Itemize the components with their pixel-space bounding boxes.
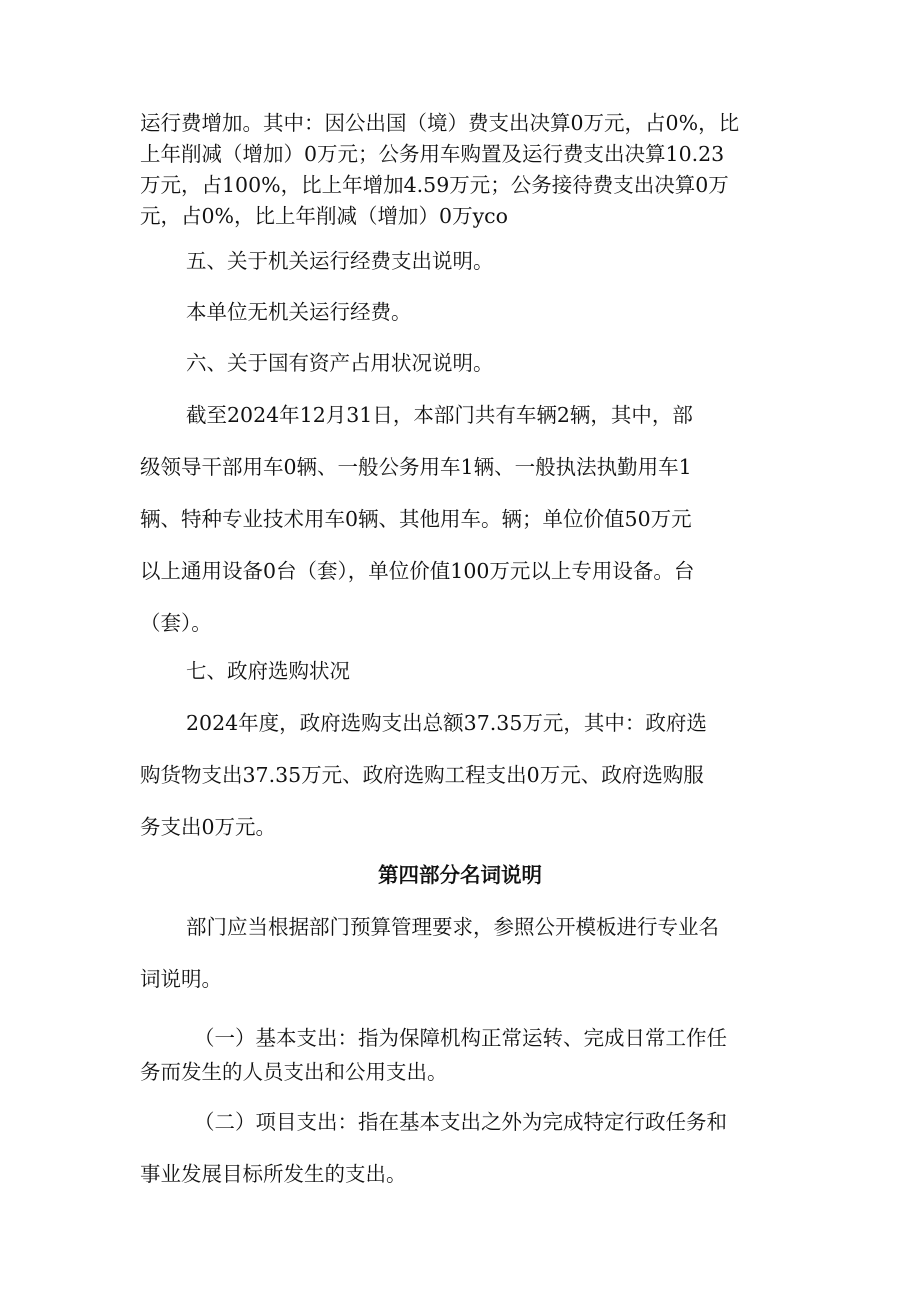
text-line: 词说明。 bbox=[140, 967, 222, 991]
section-heading-7: 七、政府选购状况 bbox=[186, 659, 350, 683]
text-line: 以上通用设备0台（套），单位价值100万元以上专用设备。台 bbox=[140, 559, 695, 583]
text-line: 万元，占100%，比上年增加4.59万元；公务接待费支出决算0万 bbox=[140, 173, 729, 197]
text-line: 2024年度，政府选购支出总额37.35万元，其中：政府选 bbox=[186, 711, 707, 735]
text-line: 购货物支出37.35万元、政府选购工程支出0万元、政府选购服 bbox=[140, 763, 704, 787]
definition-basic-expenditure bbox=[140, 1021, 780, 1089]
section-6-body bbox=[140, 389, 780, 649]
text-line: （二）项目支出：指在基本支出之外为完成特定行政任务和 bbox=[194, 1110, 727, 1134]
paragraph-three-public-expenses bbox=[140, 108, 780, 232]
text-line: （一）基本支出：指为保障机构正常运转、完成日常工作任 bbox=[194, 1026, 727, 1050]
text-line: 上年削减（增加）0万元；公务用车购置及运行费支出决算10.23 bbox=[140, 142, 725, 166]
section-heading-5: 五、关于机关运行经费支出说明。 bbox=[186, 249, 494, 273]
text-line: 元，占0%，比上年削减（增加）0万yco bbox=[140, 204, 508, 228]
text-line: 级领导干部用车0辆、一般公务用车1辆、一般执法执勤用车1 bbox=[140, 455, 692, 479]
text-line: 事业发展目标所发生的支出。 bbox=[140, 1162, 407, 1186]
text-line: 截至2024年12月31日，本部门共有车辆2辆，其中，部 bbox=[186, 403, 693, 427]
section-5-body: 本单位无机关运行经费。 bbox=[186, 300, 412, 324]
text-line: （套）。 bbox=[140, 611, 212, 635]
section-7-body bbox=[140, 697, 780, 853]
text-line: 运行费增加。其中：因公出国（境）费支出决算0万元，占0%，比 bbox=[140, 111, 740, 135]
section-heading-6: 六、关于国有资产占用状况说明。 bbox=[186, 351, 494, 375]
definition-project-expenditure bbox=[140, 1096, 780, 1200]
part-4-title: 第四部分名词说明 bbox=[378, 863, 542, 887]
part-4-intro bbox=[140, 901, 780, 1005]
text-line: 务支出0万元。 bbox=[140, 815, 277, 839]
text-line: 务而发生的人员支出和公用支出。 bbox=[140, 1060, 448, 1084]
text-line: 部门应当根据部门预算管理要求，参照公开模板进行专业名 bbox=[186, 915, 719, 939]
text-line: 辆、特种专业技术用车0辆、其他用车。辆；单位价值50万元 bbox=[140, 507, 692, 531]
